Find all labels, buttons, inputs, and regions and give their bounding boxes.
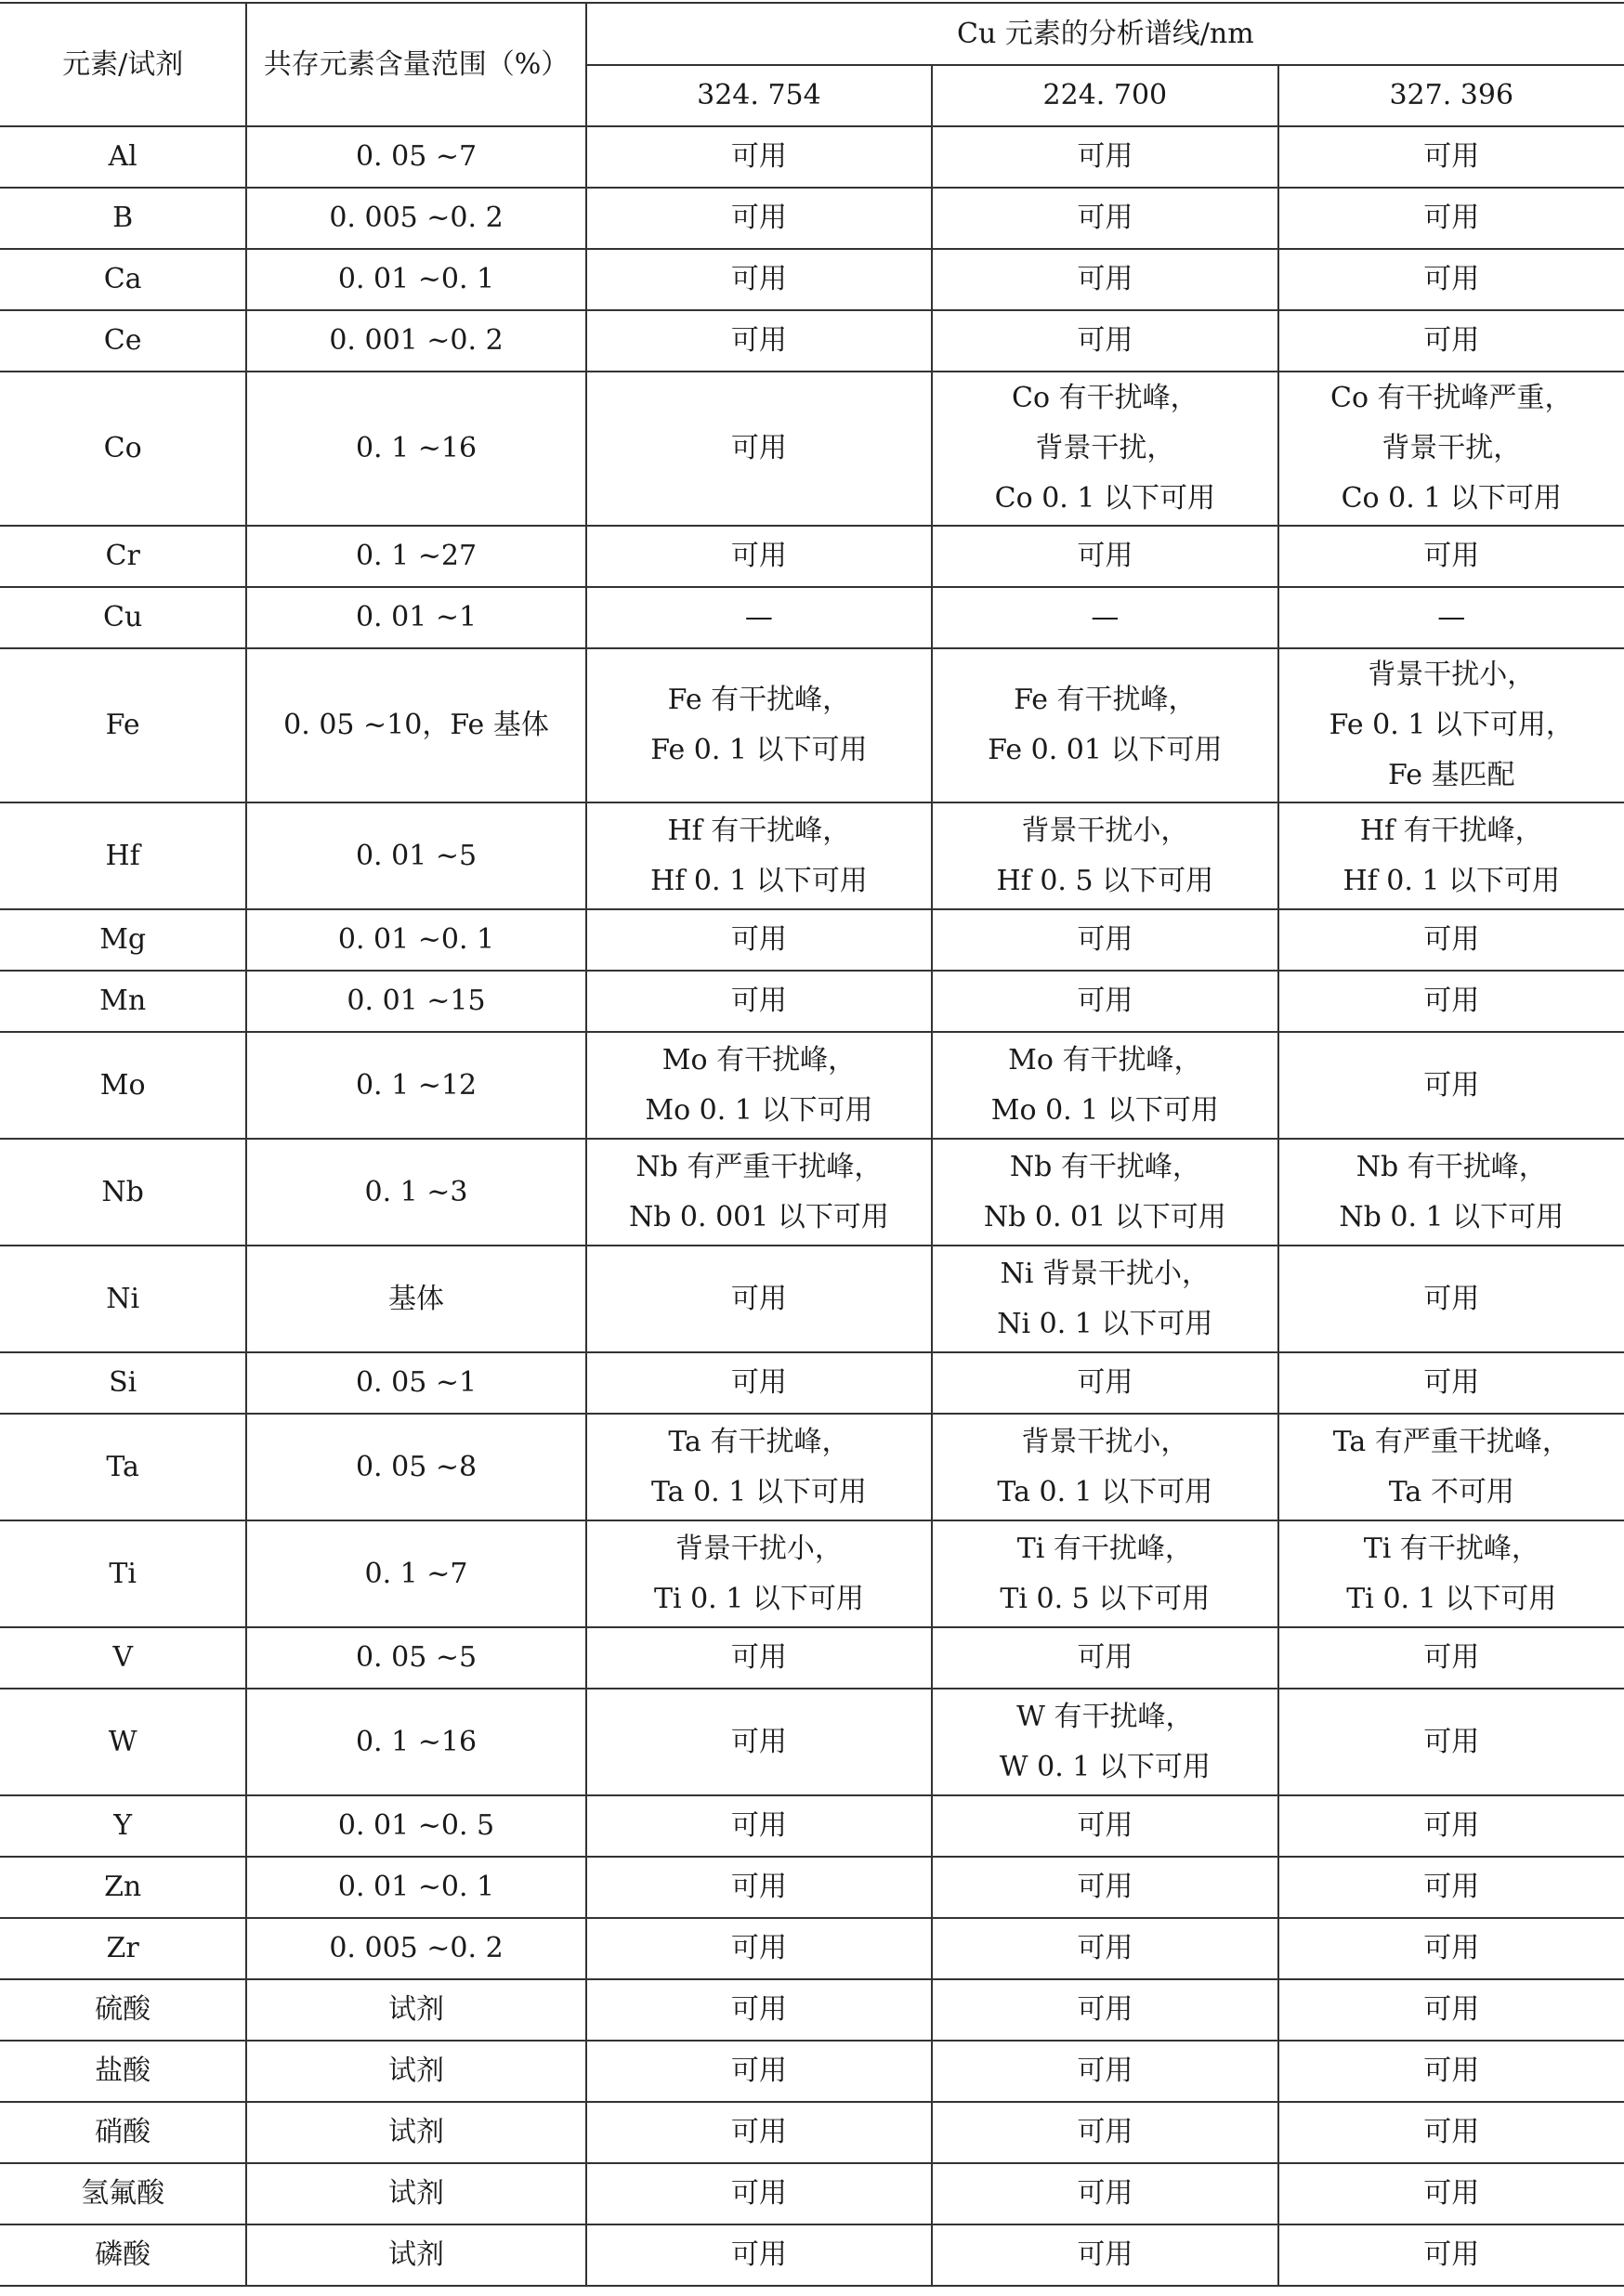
row-line-result-0: [586, 648, 932, 802]
row-line-result-0: [586, 1139, 932, 1246]
row-line-result-0: [586, 1795, 932, 1857]
row-element-name: Si: [0, 1352, 246, 1414]
result-text-line: Ta 不可用: [1388, 1475, 1514, 1508]
row-element-name: Zn: [0, 1857, 246, 1918]
result-text-line: 可用: [1423, 2238, 1480, 2271]
result-text-line: 可用: [1423, 2116, 1480, 2148]
result-text-line: —: [1091, 601, 1120, 633]
row-line-result-2: [1278, 526, 1624, 587]
row-line-result-2: [1278, 1032, 1624, 1139]
result-text-line: Mo 0. 1 以下可用: [990, 1093, 1219, 1127]
row-content-range: 0. 1 ~27: [246, 526, 585, 587]
row-content-range: 0. 1 ~16: [246, 372, 585, 526]
result-text-line: 可用: [730, 263, 787, 295]
row-line-result-0: [586, 2163, 932, 2224]
row-line-result-0: [586, 2041, 932, 2102]
row-content-range: 0. 005 ~0. 2: [246, 1918, 585, 1979]
result-text-line: Mo 0. 1 以下可用: [645, 1093, 873, 1127]
row-line-result-2: [1278, 1795, 1624, 1857]
row-element-name: Ni: [0, 1246, 246, 1352]
row-line-result-2: [1278, 2224, 1624, 2286]
interference-table: [0, 2, 1624, 2287]
row-element-name: 氢氟酸: [0, 2163, 246, 2224]
row-content-range: 0. 01 ~0. 1: [246, 909, 585, 971]
table-row: [0, 1795, 1624, 1857]
table-header: [0, 3, 1624, 126]
row-line-result-0: [586, 1979, 932, 2041]
result-text-line: Ta 有严重干扰峰，: [1332, 1425, 1570, 1458]
row-element-name: Ti: [0, 1520, 246, 1627]
result-text-line: 可用: [730, 1932, 787, 1964]
row-content-range: 0. 05 ~8: [246, 1414, 585, 1520]
row-content-range: 0. 05 ~5: [246, 1627, 585, 1689]
row-content-range: 试剂: [246, 2163, 585, 2224]
result-text-line: 可用: [730, 2055, 787, 2087]
row-element-name: Y: [0, 1795, 246, 1857]
row-content-range: 试剂: [246, 2041, 585, 2102]
row-line-result-1: [932, 971, 1277, 1032]
result-text-line: 可用: [1423, 1725, 1480, 1758]
table-row: [0, 648, 1624, 802]
result-text-line: Fe 有干扰峰，: [667, 684, 851, 716]
result-text-line: 可用: [1423, 324, 1480, 357]
result-text-line: Ti 0. 1 以下可用: [1346, 1582, 1557, 1615]
result-text-line: 可用: [730, 324, 787, 357]
row-line-result-1: [932, 802, 1277, 909]
row-line-result-1: [932, 310, 1277, 372]
row-content-range: 0. 005 ~0. 2: [246, 188, 585, 249]
row-element-name: B: [0, 188, 246, 249]
row-content-range: 0. 01 ~5: [246, 802, 585, 909]
row-line-result-1: [932, 587, 1277, 648]
result-text-line: Nb 0. 001 以下可用: [628, 1200, 889, 1233]
row-content-range: 0. 1 ~16: [246, 1689, 585, 1795]
row-content-range: 0. 05 ~10，Fe 基体: [246, 648, 585, 802]
result-text-line: 可用: [1077, 2238, 1133, 2271]
result-text-line: 可用: [1077, 985, 1133, 1017]
row-line-result-1: [932, 1032, 1277, 1139]
row-line-result-0: [586, 2102, 932, 2163]
row-element-name: Ce: [0, 310, 246, 372]
row-line-result-2: [1278, 1246, 1624, 1352]
row-line-result-2: [1278, 909, 1624, 971]
row-line-result-2: [1278, 971, 1624, 1032]
row-line-result-1: [932, 2102, 1277, 2163]
row-element-name: Mg: [0, 909, 246, 971]
result-text-line: Nb 0. 1 以下可用: [1339, 1200, 1565, 1233]
row-line-result-0: [586, 126, 932, 188]
table-row: [0, 126, 1624, 188]
row-line-result-0: [586, 1520, 932, 1627]
result-text-line: 可用: [730, 1993, 787, 2026]
row-line-result-2: [1278, 1139, 1624, 1246]
row-line-result-1: [932, 1246, 1277, 1352]
row-line-result-1: [932, 526, 1277, 587]
result-text-line: 可用: [730, 140, 787, 173]
row-line-result-2: [1278, 310, 1624, 372]
result-text-line: 可用: [1077, 1993, 1133, 2026]
result-text-line: 可用: [1077, 923, 1133, 956]
result-text-line: Co 有干扰峰，: [1012, 382, 1198, 414]
result-text-line: Ti 0. 1 以下可用: [653, 1582, 864, 1615]
row-line-result-2: [1278, 648, 1624, 802]
row-line-result-0: [586, 1857, 932, 1918]
result-text-line: 可用: [730, 2177, 787, 2210]
result-text-line: W 有干扰峰，: [1016, 1700, 1194, 1733]
row-line-result-2: [1278, 1627, 1624, 1689]
table-row: [0, 1689, 1624, 1795]
result-text-line: Nb 有干扰峰，: [1009, 1150, 1200, 1183]
row-element-name: 硝酸: [0, 2102, 246, 2163]
result-text-line: 可用: [1423, 1068, 1480, 1102]
row-content-range: 基体: [246, 1246, 585, 1352]
result-text-line: Nb 有严重干扰峰，: [635, 1150, 883, 1183]
row-element-name: Ta: [0, 1414, 246, 1520]
table-row: [0, 188, 1624, 249]
row-line-result-1: [932, 372, 1277, 526]
result-text-line: 可用: [730, 1871, 787, 1903]
row-element-name: 硫酸: [0, 1979, 246, 2041]
result-text-line: Co 0. 1 以下可用: [994, 482, 1215, 515]
table-row: [0, 372, 1624, 526]
row-line-result-1: [932, 2041, 1277, 2102]
row-line-result-1: [932, 1520, 1277, 1627]
header-line-327-396: 327. 396: [1278, 65, 1624, 126]
result-text-line: Ta 0. 1 以下可用: [650, 1475, 867, 1508]
row-line-result-0: [586, 1689, 932, 1795]
table-body: [0, 126, 1624, 2286]
row-line-result-2: [1278, 1857, 1624, 1918]
result-text-line: Ni 背景干扰小，: [1000, 1257, 1211, 1290]
row-content-range: 0. 001 ~0. 2: [246, 310, 585, 372]
result-text-line: 可用: [1077, 2177, 1133, 2210]
row-line-result-2: [1278, 249, 1624, 310]
header-cu-analysis-lines: Cu 元素的分析谱线/nm: [586, 3, 1624, 65]
result-text-line: 可用: [1423, 263, 1480, 295]
row-line-result-0: [586, 1414, 932, 1520]
result-text-line: 可用: [730, 2238, 787, 2271]
row-content-range: 0. 01 ~1: [246, 587, 585, 648]
result-text-line: 可用: [730, 1725, 787, 1758]
row-line-result-1: [932, 648, 1277, 802]
row-content-range: 0. 05 ~7: [246, 126, 585, 188]
row-element-name: Zr: [0, 1918, 246, 1979]
table-row: [0, 587, 1624, 648]
row-line-result-0: [586, 587, 932, 648]
header-line-224-700: 224. 700: [932, 65, 1277, 126]
result-text-line: 可用: [1077, 263, 1133, 295]
result-text-line: Hf 0. 1 以下可用: [1342, 864, 1561, 897]
row-content-range: 试剂: [246, 2102, 585, 2163]
result-text-line: 可用: [1077, 2116, 1133, 2148]
row-element-name: Fe: [0, 648, 246, 802]
row-element-name: Co: [0, 372, 246, 526]
result-text-line: 可用: [1423, 1366, 1480, 1399]
row-line-result-1: [932, 2163, 1277, 2224]
result-text-line: Nb 0. 01 以下可用: [983, 1200, 1226, 1233]
row-line-result-2: [1278, 372, 1624, 526]
table-row: [0, 310, 1624, 372]
row-element-name: 盐酸: [0, 2041, 246, 2102]
row-content-range: 0. 01 ~15: [246, 971, 585, 1032]
row-line-result-1: [932, 1139, 1277, 1246]
row-content-range: 0. 1 ~7: [246, 1520, 585, 1627]
result-text-line: 背景干扰小，: [1021, 814, 1189, 847]
row-line-result-0: [586, 1032, 932, 1139]
result-text-line: 背景干扰小，: [1368, 659, 1536, 691]
result-text-line: Hf 0. 1 以下可用: [650, 864, 868, 897]
row-content-range: 0. 1 ~3: [246, 1139, 585, 1246]
row-element-name: Mn: [0, 971, 246, 1032]
result-text-line: 可用: [730, 923, 787, 956]
result-text-line: 可用: [1077, 2055, 1133, 2087]
row-line-result-2: [1278, 2163, 1624, 2224]
table-row: [0, 971, 1624, 1032]
row-element-name: Nb: [0, 1139, 246, 1246]
result-text-line: 可用: [730, 540, 787, 572]
result-text-line: Mo 有干扰峰，: [1008, 1043, 1202, 1076]
header-coexisting-range: 共存元素含量范围（%）: [246, 3, 585, 126]
row-line-result-2: [1278, 1520, 1624, 1627]
result-text-line: 可用: [1423, 540, 1480, 572]
row-line-result-1: [932, 1979, 1277, 2041]
table-row: [0, 249, 1624, 310]
row-line-result-1: [932, 1689, 1277, 1795]
row-element-name: Cu: [0, 587, 246, 648]
result-text-line: 可用: [1423, 1809, 1480, 1842]
result-text-line: —: [1437, 601, 1466, 633]
result-text-line: 可用: [1077, 1871, 1133, 1903]
row-line-result-2: [1278, 2041, 1624, 2102]
row-line-result-1: [932, 2224, 1277, 2286]
result-text-line: 可用: [1423, 1871, 1480, 1903]
table-row: [0, 1414, 1624, 1520]
row-line-result-0: [586, 2224, 932, 2286]
row-line-result-2: [1278, 1979, 1624, 2041]
row-line-result-1: [932, 1352, 1277, 1414]
table-row: [0, 1520, 1624, 1627]
table-row: [0, 1627, 1624, 1689]
result-text-line: Ta 有干扰峰，: [668, 1425, 850, 1458]
header-line-324-754: 324. 754: [586, 65, 932, 126]
result-text-line: Fe 0. 1 以下可用，: [1329, 709, 1574, 741]
row-line-result-0: [586, 909, 932, 971]
result-text-line: —: [744, 601, 773, 633]
row-line-result-2: [1278, 188, 1624, 249]
row-line-result-1: [932, 1795, 1277, 1857]
result-text-line: 可用: [1423, 202, 1480, 234]
row-line-result-2: [1278, 126, 1624, 188]
row-line-result-2: [1278, 802, 1624, 909]
table-row: [0, 1139, 1624, 1246]
row-line-result-1: [932, 126, 1277, 188]
result-text-line: Mo 有干扰峰，: [661, 1043, 857, 1076]
result-text-line: 可用: [730, 985, 787, 1017]
row-line-result-0: [586, 1352, 932, 1414]
table-row: [0, 909, 1624, 971]
result-text-line: 可用: [730, 1282, 787, 1315]
result-text-line: 可用: [1423, 2177, 1480, 2210]
row-element-name: 磷酸: [0, 2224, 246, 2286]
result-text-line: 可用: [730, 432, 787, 464]
row-line-result-0: [586, 249, 932, 310]
table-row: [0, 1979, 1624, 2041]
row-line-result-0: [586, 971, 932, 1032]
row-line-result-1: [932, 1414, 1277, 1520]
result-text-line: Fe 0. 01 以下可用: [988, 734, 1223, 766]
result-text-line: 可用: [730, 2116, 787, 2148]
row-content-range: 0. 1 ~12: [246, 1032, 585, 1139]
result-text-line: Ti 有干扰峰，: [1016, 1532, 1193, 1565]
result-text-line: 可用: [1077, 324, 1133, 357]
row-content-range: 0. 01 ~0. 1: [246, 1857, 585, 1918]
result-text-line: W 0. 1 以下可用: [999, 1750, 1211, 1783]
row-line-result-2: [1278, 587, 1624, 648]
row-content-range: 0. 01 ~0. 1: [246, 249, 585, 310]
row-element-name: Cr: [0, 526, 246, 587]
row-element-name: V: [0, 1627, 246, 1689]
result-text-line: Ta 0. 1 以下可用: [997, 1475, 1213, 1508]
table-row: [0, 1918, 1624, 1979]
row-line-result-2: [1278, 1689, 1624, 1795]
result-text-line: Fe 有干扰峰，: [1014, 684, 1197, 716]
result-text-line: 背景干扰小，: [1021, 1425, 1189, 1458]
row-line-result-1: [932, 188, 1277, 249]
result-text-line: 背景干扰，: [1035, 432, 1175, 464]
row-line-result-1: [932, 1627, 1277, 1689]
row-line-result-0: [586, 310, 932, 372]
result-text-line: 可用: [730, 1366, 787, 1399]
row-element-name: Ca: [0, 249, 246, 310]
result-text-line: 可用: [1077, 202, 1133, 234]
row-line-result-0: [586, 188, 932, 249]
row-line-result-0: [586, 1627, 932, 1689]
result-text-line: 可用: [1423, 140, 1480, 173]
table-row: [0, 2102, 1624, 2163]
result-text-line: 可用: [1423, 923, 1480, 956]
table-row: [0, 1246, 1624, 1352]
result-text-line: 可用: [1077, 140, 1133, 173]
row-content-range: 0. 01 ~0. 5: [246, 1795, 585, 1857]
result-text-line: Nb 有干扰峰，: [1356, 1150, 1547, 1183]
row-line-result-2: [1278, 2102, 1624, 2163]
row-line-result-0: [586, 1918, 932, 1979]
result-text-line: Ti 有干扰峰，: [1363, 1532, 1539, 1565]
row-line-result-2: [1278, 1352, 1624, 1414]
result-text-line: Ni 0. 1 以下可用: [997, 1307, 1213, 1340]
result-text-line: 可用: [1423, 1282, 1480, 1315]
result-text-line: 可用: [1077, 540, 1133, 572]
result-text-line: 可用: [1423, 1993, 1480, 2026]
result-text-line: Co 有干扰峰严重，: [1329, 382, 1573, 414]
result-text-line: 可用: [1077, 1641, 1133, 1674]
result-text-line: 背景干扰，: [1382, 432, 1522, 464]
table-row: [0, 802, 1624, 909]
row-line-result-1: [932, 1918, 1277, 1979]
table-row: [0, 1032, 1624, 1139]
table-row: [0, 2041, 1624, 2102]
result-text-line: Hf 有干扰峰，: [667, 814, 851, 847]
row-element-name: Mo: [0, 1032, 246, 1139]
row-content-range: 0. 05 ~1: [246, 1352, 585, 1414]
result-text-line: 可用: [1077, 1366, 1133, 1399]
row-line-result-0: [586, 1246, 932, 1352]
row-element-name: Al: [0, 126, 246, 188]
result-text-line: 可用: [1077, 1809, 1133, 1842]
row-content-range: 试剂: [246, 2224, 585, 2286]
result-text-line: Co 0. 1 以下可用: [1341, 482, 1562, 515]
result-text-line: Fe 0. 1 以下可用: [650, 734, 868, 766]
table-row: [0, 2163, 1624, 2224]
result-text-line: 可用: [1423, 2055, 1480, 2087]
result-text-line: Ti 0. 5 以下可用: [1000, 1582, 1211, 1615]
row-line-result-1: [932, 1857, 1277, 1918]
header-element-reagent: 元素/试剂: [0, 3, 246, 126]
result-text-line: 可用: [730, 1641, 787, 1674]
row-line-result-0: [586, 526, 932, 587]
result-text-line: 可用: [1077, 1932, 1133, 1964]
result-text-line: 可用: [1423, 1641, 1480, 1674]
result-text-line: 可用: [1423, 985, 1480, 1017]
row-line-result-2: [1278, 1918, 1624, 1979]
table-row: [0, 526, 1624, 587]
row-element-name: W: [0, 1689, 246, 1795]
row-line-result-1: [932, 249, 1277, 310]
row-content-range: 试剂: [246, 1979, 585, 2041]
table-row: [0, 2224, 1624, 2286]
result-text-line: 背景干扰小，: [674, 1532, 843, 1565]
row-line-result-1: [932, 909, 1277, 971]
table-row: [0, 1352, 1624, 1414]
result-text-line: Fe 基匹配: [1388, 759, 1515, 791]
result-text-line: 可用: [1423, 1932, 1480, 1964]
result-text-line: 可用: [730, 1809, 787, 1842]
row-line-result-2: [1278, 1414, 1624, 1520]
result-text-line: 可用: [730, 202, 787, 234]
result-text-line: Hf 有干扰峰，: [1359, 814, 1543, 847]
row-line-result-0: [586, 802, 932, 909]
row-line-result-0: [586, 372, 932, 526]
row-element-name: Hf: [0, 802, 246, 909]
result-text-line: Hf 0. 5 以下可用: [996, 864, 1214, 897]
table-row: [0, 1857, 1624, 1918]
